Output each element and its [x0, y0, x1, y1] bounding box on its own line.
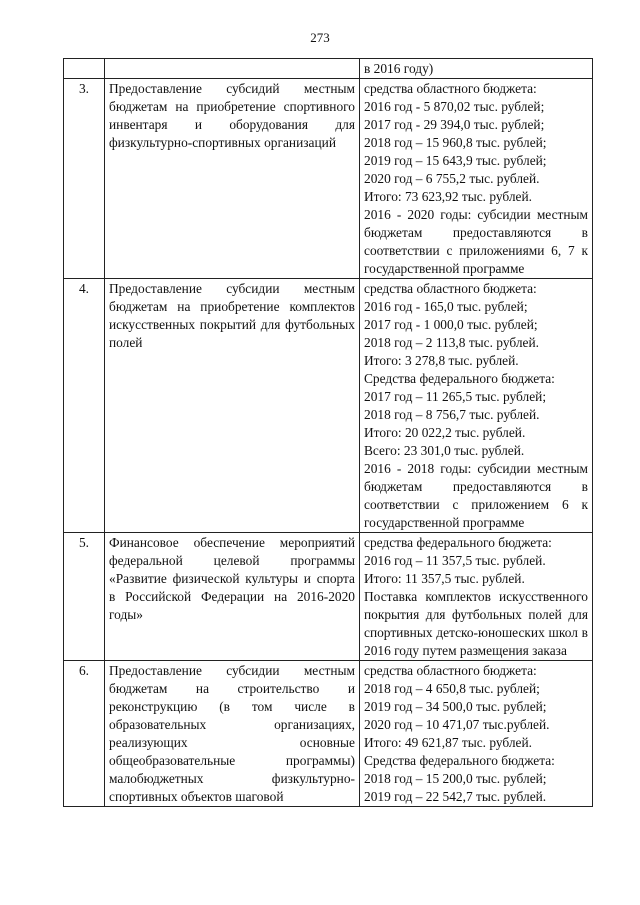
funding-note: Поставка комплектов искусственного покрытия для футбольных полей для спортивных детско-юношеских школ в 2016 году путем размещения заказа	[364, 589, 588, 658]
table-row	[64, 533, 593, 661]
table-body	[64, 59, 593, 807]
funding-line: 2016 год - 165,0 тыс. рублей;	[364, 299, 528, 314]
funding-line: 2018 год – 15 200,0 тыс. рублей;	[364, 771, 547, 786]
activity-name-cell	[105, 279, 360, 533]
table-row	[64, 279, 593, 533]
funding-sources-cell	[360, 79, 593, 279]
funding-sources-cell	[360, 279, 593, 533]
funding-sources-cell	[360, 533, 593, 661]
funding-line: Итого: 11 357,5 тыс. рублей.	[364, 571, 525, 586]
funding-note: 2016 - 2018 годы: субсидии местным бюджетам предоставляются в соответствии с приложением 6 к государственной программе	[364, 461, 588, 530]
row-number: 3.	[64, 79, 105, 279]
row-number	[64, 59, 105, 79]
funding-line: Средства федерального бюджета:	[364, 371, 555, 386]
activity-name: Предоставление субсидии местным бюджетам на приобретение комплектов искусственных покрытий для футбольных полей	[109, 281, 355, 350]
funding-line: Итого: 3 278,8 тыс. рублей.	[364, 353, 519, 368]
funding-line: 2018 год – 2 113,8 тыс. рублей.	[364, 335, 539, 350]
funding-line: 2018 год – 15 960,8 тыс. рублей;	[364, 135, 547, 150]
funding-line: Итого: 49 621,87 тыс. рублей.	[364, 735, 533, 750]
funding-line: 2019 год – 22 542,7 тыс. рублей.	[364, 789, 547, 804]
funding-line: 2016 год – 11 357,5 тыс. рублей.	[364, 553, 546, 568]
funding-line: 2020 год – 6 755,2 тыс. рублей.	[364, 171, 540, 186]
funding-line: Всего: 23 301,0 тыс. рублей.	[364, 443, 525, 458]
funding-line: Итого: 73 623,92 тыс. рублей.	[364, 189, 533, 204]
funding-line: 2017 год – 11 265,5 тыс. рублей;	[364, 389, 547, 404]
row-number: 4.	[64, 279, 105, 533]
activity-name: Предоставление субсидий местным бюджетам на приобретение спортивного инвентаря и оборудования для физкультурно-спортивных организаций	[109, 81, 355, 150]
program-activities-table	[63, 58, 593, 807]
activity-name-cell	[105, 661, 360, 807]
funding-line: средства областного бюджета:	[364, 81, 537, 96]
row-number: 5.	[64, 533, 105, 661]
page-number: 273	[310, 30, 330, 45]
funding-line: 2020 год – 10 471,07 тыс.рублей.	[364, 717, 550, 732]
funding-line: 2019 год – 15 643,9 тыс. рублей;	[364, 153, 547, 168]
funding-line: 2017 год - 29 394,0 тыс. рублей;	[364, 117, 545, 132]
row-number: 6.	[64, 661, 105, 807]
funding-line: средства областного бюджета:	[364, 281, 537, 296]
funding-line: Итого: 20 022,2 тыс. рублей.	[364, 425, 526, 440]
table-row	[64, 79, 593, 279]
funding-line: Средства федерального бюджета:	[364, 753, 555, 768]
funding-line: 2019 год – 34 500,0 тыс. рублей;	[364, 699, 547, 714]
activity-name: Финансовое обеспечение мероприятий федеральной целевой программы «Развитие физической культуры и спорта в Российской Федерации на 2016-2020 годы»	[109, 535, 355, 622]
funding-line: 2018 год – 8 756,7 тыс. рублей.	[364, 407, 540, 422]
funding-line: средства федерального бюджета:	[364, 535, 552, 550]
funding-line: 2017 год - 1 000,0 тыс. рублей;	[364, 317, 538, 332]
funding-note: 2016 - 2020 годы: субсидии местным бюджетам предоставляются в соответствии с приложениями 6, 7 к государственной программе	[364, 207, 588, 276]
funding-line: в 2016 году)	[364, 61, 434, 76]
funding-line: средства областного бюджета:	[364, 663, 537, 678]
funding-line: 2018 год – 4 650,8 тыс. рублей;	[364, 681, 540, 696]
activity-name: Предоставление субсидии местным бюджетам на строительство и реконструкцию (в том числе в образовательных организациях, реализующих основные общеобразовательные программы) малобюджетных физкультурно-спортивных объектов шаговой	[109, 663, 355, 804]
activity-name-cell	[105, 79, 360, 279]
table-row	[64, 661, 593, 807]
funding-line: 2016 год - 5 870,02 тыс. рублей;	[364, 99, 545, 114]
funding-sources-cell	[360, 59, 593, 79]
activity-name-cell	[105, 533, 360, 661]
activity-name-cell	[105, 59, 360, 79]
table-row	[64, 59, 593, 79]
funding-sources-cell	[360, 661, 593, 807]
